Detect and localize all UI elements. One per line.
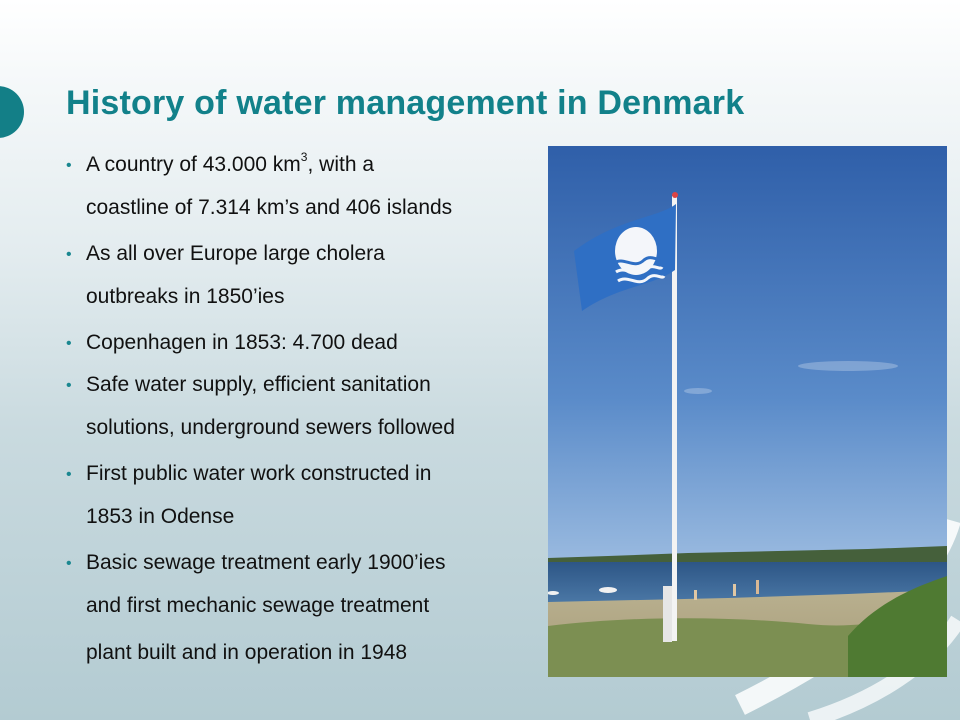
bullet-icon: • — [66, 157, 72, 174]
bullet-icon: • — [66, 377, 72, 394]
bullet-item — [64, 146, 542, 231]
bullet-item — [64, 235, 542, 320]
bullet-line: and first mechanic sewage treatment — [86, 594, 430, 617]
flagpole-top — [672, 192, 678, 198]
person — [694, 590, 697, 600]
sky — [548, 146, 947, 566]
bullet-list — [64, 146, 542, 680]
bullet-line: Basic sewage treatment early 1900’ies — [86, 551, 446, 574]
bullet-icon: • — [66, 555, 72, 572]
bullet-item — [64, 455, 542, 540]
bullet-line: 1853 in Odense — [86, 505, 235, 528]
bullet-line: solutions, underground sewers followed — [86, 416, 455, 439]
bullet-item — [64, 324, 542, 362]
bullet-line: Safe water supply, efficient sanitation — [86, 373, 431, 396]
bullet-icon: • — [66, 466, 72, 483]
bullet-line: outbreaks in 1850’ies — [86, 285, 285, 308]
flagpole-base — [663, 586, 672, 642]
bullet-line: coastline of 7.314 km’s and 406 islands — [86, 196, 453, 219]
blue-flag-beach-photo — [548, 146, 947, 677]
bullet-line: Copenhagen in 1853: 4.700 dead — [86, 331, 398, 354]
person — [756, 580, 759, 594]
slide-title: History of water management in Denmark — [66, 84, 745, 122]
bullet-line: A country of 43.000 $km^3$, with a — [86, 150, 375, 176]
cloud — [684, 388, 712, 394]
cloud — [798, 361, 898, 371]
bullet-item — [64, 544, 542, 676]
person — [733, 584, 736, 596]
superscript: 3 — [300, 150, 308, 164]
bullet-line: As all over Europe large cholera — [86, 242, 385, 265]
decorative-circle — [0, 86, 24, 138]
photo-illustration — [548, 146, 947, 677]
bullet-line: First public water work constructed in — [86, 462, 432, 485]
boat — [599, 587, 617, 593]
bullet-line: plant built and in operation in 1948 — [86, 641, 408, 664]
bullet-item — [64, 366, 542, 451]
bullet-icon: • — [66, 246, 72, 263]
bullet-icon: • — [66, 335, 72, 352]
